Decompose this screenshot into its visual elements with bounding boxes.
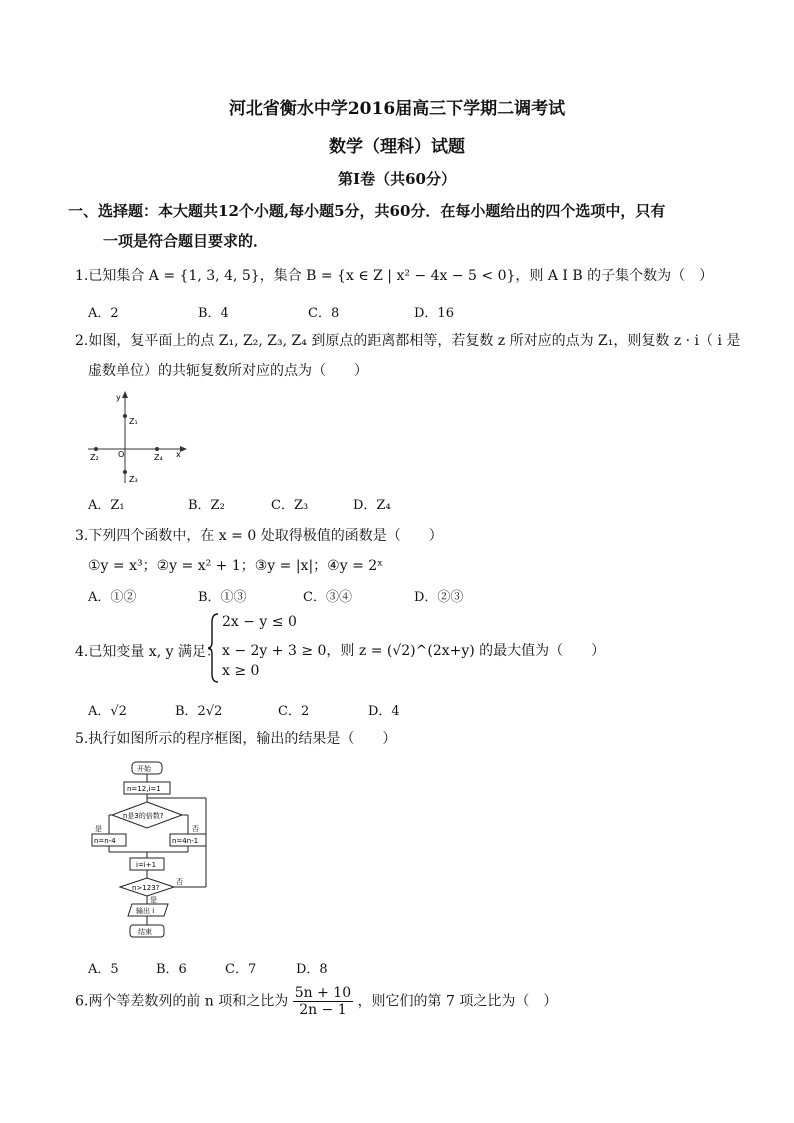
question-4-lead: 4.已知变量 x, y 满足：	[75, 644, 220, 660]
q2-option-c: C．Z₃	[271, 498, 309, 513]
q3-option-b: B．①③	[198, 590, 247, 605]
question-1-text: 1.已知集合 A = {1, 3, 4, 5}，集合 B = {x ∈ Z | x² − 4x − 5 < 0}，则 A I B 的子集个数为（ ）	[75, 268, 714, 284]
question-2-line1: 2.如图，复平面上的点 Z₁, Z₂, Z₃, Z₄ 到原点的距离都相等，若复数 z 所对应的点为 Z₁，则复数 z · i（ i 是	[75, 333, 741, 349]
q1-option-d: D．16	[414, 306, 454, 321]
flow-init: n=12,i=1	[127, 785, 161, 793]
q3-option-c: C．③④	[303, 590, 352, 605]
system-brace	[206, 612, 220, 684]
fraction-numerator: 5n + 10	[294, 985, 352, 1001]
section-instructions-line2: 一项是符合题目要求的．	[103, 232, 269, 250]
q2-option-d: D．Z₄	[353, 498, 391, 513]
fig-z4-label: Z₄	[154, 453, 163, 462]
q4-option-b: B．2√2	[175, 704, 223, 719]
fig-x-label: x	[176, 450, 181, 459]
section-instructions-line1: 一、选择题：本大题共12个小题,每小题5分，共60分．在每小题给出的四个选项中，只有	[68, 202, 666, 220]
q1-option-a: A．2	[88, 306, 119, 321]
q5-option-a: A．5	[88, 962, 119, 977]
complex-plane-figure	[84, 388, 194, 486]
q4-option-d: D．4	[368, 704, 400, 719]
flow-no-2: 否	[176, 878, 183, 886]
fig-z1-label: Z₁	[129, 417, 138, 426]
q1-option-b: B．4	[198, 306, 229, 321]
q5-option-b: B．6	[156, 962, 187, 977]
exam-subtitle: 数学（理科）试题	[329, 137, 465, 157]
question-5-text: 5.执行如图所示的程序框图，输出的结果是（ ）	[75, 731, 397, 747]
flow-left-step: n=n-4	[94, 837, 116, 845]
flowchart-figure	[88, 758, 212, 944]
question-2-line2: 虚数单位）的共轭复数所对应的点为（ ）	[88, 363, 368, 379]
q4-option-a: A．√2	[88, 704, 127, 719]
q3-option-d: D．②③	[414, 590, 464, 605]
question-6-lead: 6.两个等差数列的前 n 项和之比为	[75, 993, 289, 1010]
fig-origin-label: O	[118, 450, 125, 459]
q2-option-b: B．Z₂	[188, 498, 225, 513]
flow-right-step: n=4n-1	[172, 837, 199, 845]
paper-part-title: 第Ⅰ卷（共60分）	[338, 170, 456, 188]
q4-constraint-1: 2x − y ≤ 0	[222, 614, 297, 630]
q3-option-a: A．①②	[88, 590, 137, 605]
flow-output: 输出 i	[136, 907, 155, 915]
flow-no-1: 否	[192, 825, 199, 833]
flow-condition-2: n>123?	[132, 884, 160, 892]
q4-constraint-3: x ≥ 0	[222, 663, 260, 679]
flow-end: 结束	[138, 928, 152, 936]
question-6	[75, 985, 557, 1018]
q2-option-a: A．Z₁	[88, 498, 125, 513]
flow-increment: i=i+1	[136, 861, 157, 869]
fig-y-label: y	[116, 393, 121, 402]
fig-z3-label: Z₃	[129, 475, 138, 484]
fraction-denominator: 2n − 1	[299, 1002, 347, 1018]
question-6-tail: ，则它们的第 7 项之比为（ ）	[357, 993, 558, 1010]
fig-z2-label: Z₂	[90, 453, 99, 462]
flow-condition-1: n是3的倍数?	[123, 812, 164, 820]
flow-start: 开始	[137, 765, 151, 773]
flow-yes-2: 是	[150, 896, 157, 904]
question-6-fraction	[293, 985, 353, 1018]
q1-option-c: C．8	[308, 306, 340, 321]
question-3-functions: ①y = x³；②y = x² + 1；③y = |x|；④y = 2ˣ	[88, 558, 384, 574]
question-3-text: 3.下列四个函数中，在 x = 0 处取得极值的函数是（ ）	[75, 528, 443, 544]
exam-title: 河北省衡水中学2016届高三下学期二调考试	[228, 99, 566, 119]
flow-yes-1: 是	[95, 825, 102, 833]
q4-constraint-2: x − 2y + 3 ≥ 0，则 z = (√2)^(2x+y) 的最大值为（ ）	[222, 643, 606, 659]
q5-option-c: C．7	[225, 962, 257, 977]
q4-option-c: C．2	[278, 704, 310, 719]
q5-option-d: D．8	[296, 962, 328, 977]
